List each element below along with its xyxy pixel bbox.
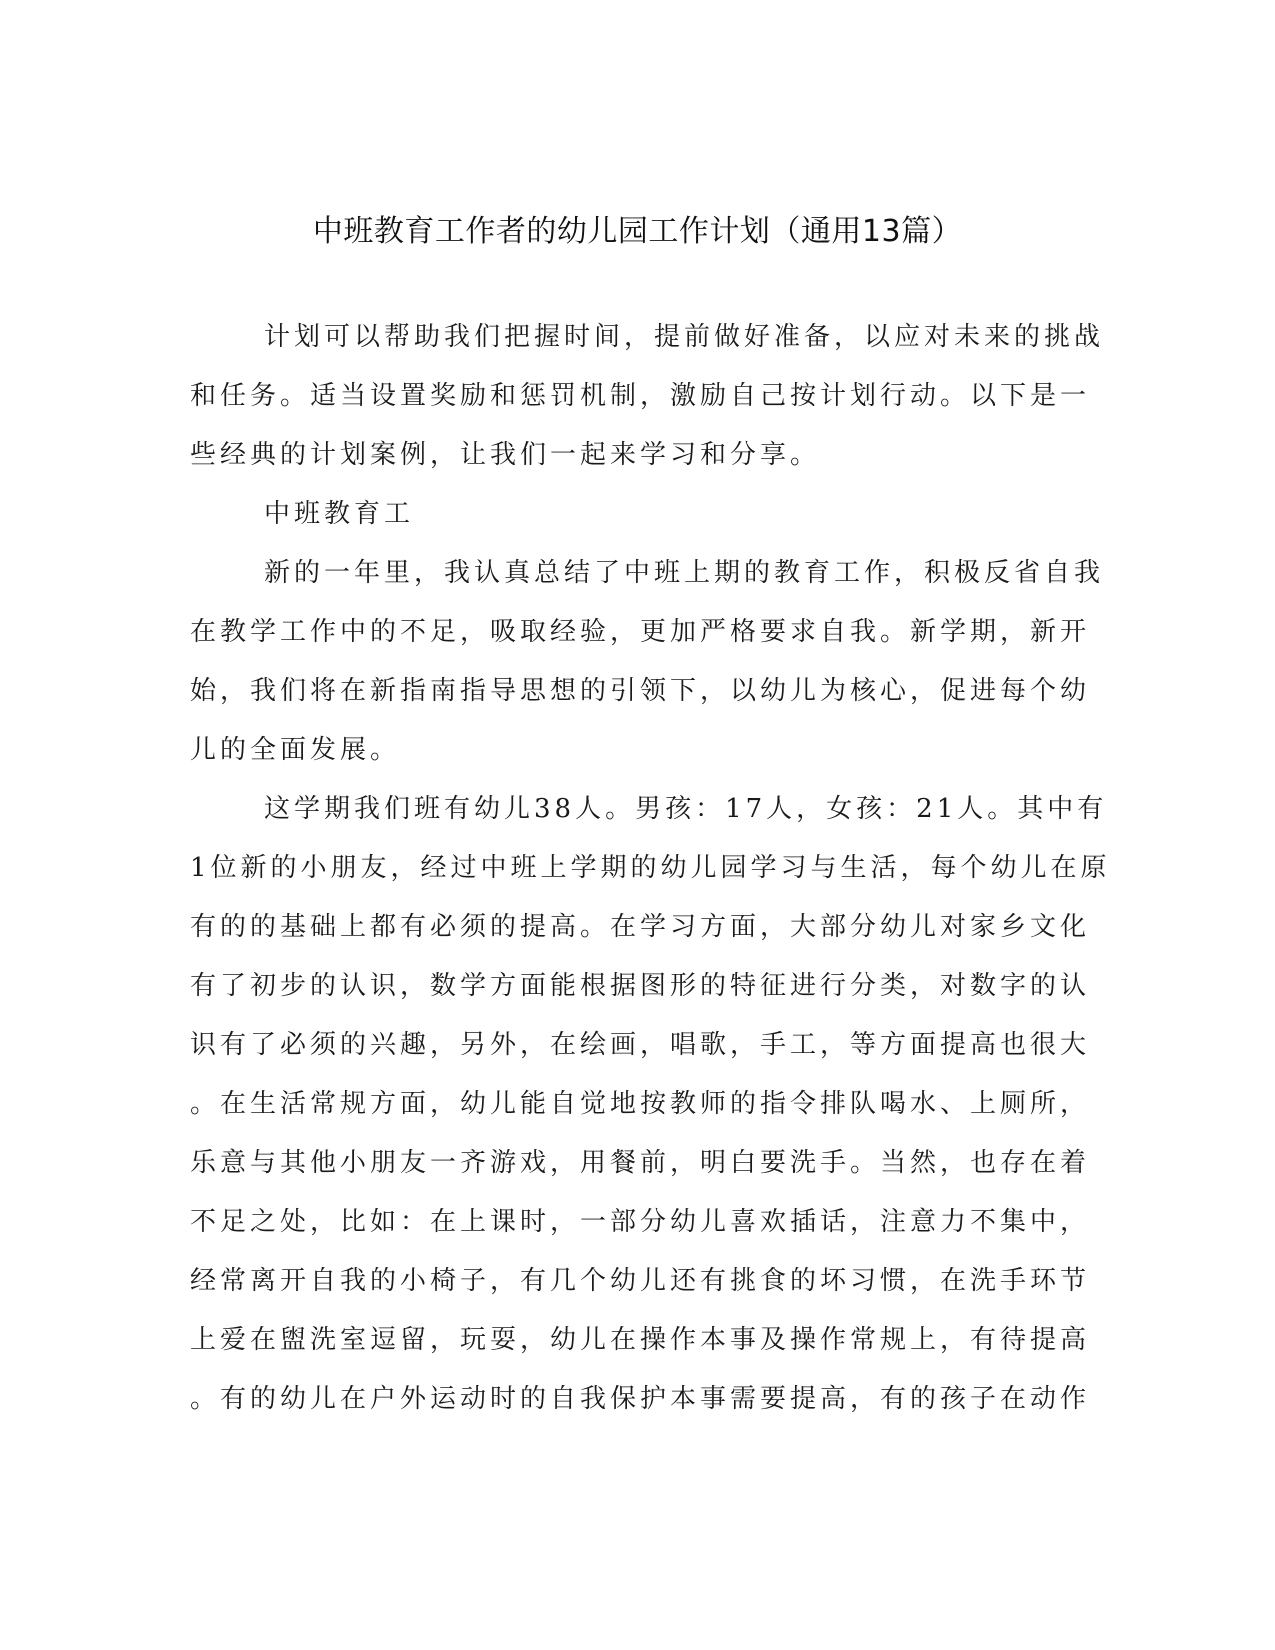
paragraph-line: 这学期我们班有幼儿38人。男孩：17人，女孩：21人。其中有 [264,794,1108,824]
document-title: 中班教育工作者的幼儿园工作计划（通用13篇） [312,214,963,249]
paragraph-line: 。有的幼儿在户外运动时的自我保护本事需要提高，有的孩子在动作 [190,1384,1091,1414]
paragraph-line: 和任务。适当设置奖励和惩罚机制，激励自己按计划行动。以下是一 [190,381,1091,411]
paragraph-line: 识有了必须的兴趣，另外，在绘画，唱歌，手工，等方面提高也很大 [190,1030,1091,1060]
paragraph-line: 有的的基础上都有必须的提高。在学习方面，大部分幼儿对家乡文化 [190,912,1091,942]
paragraph-line: 乐意与其他小朋友一齐游戏，用餐前，明白要洗手。当然，也存在着 [190,1148,1091,1178]
paragraph-line: 上爱在盥洗室逗留，玩耍，幼儿在操作本事及操作常规上，有待提高 [190,1325,1091,1355]
paragraph-line: 。在生活常规方面，幼儿能自觉地按教师的指令排队喝水、上厕所， [190,1089,1091,1119]
paragraph-line: 些经典的计划案例，让我们一起来学习和分享。 [190,440,821,470]
paragraph-line: 始，我们将在新指南指导思想的引领下，以幼儿为核心，促进每个幼 [190,676,1091,706]
paragraph-line: 1位新的小朋友，经过中班上学期的幼儿园学习与生活，每个幼儿在原 [190,853,1111,883]
section-heading: 中班教育工 [264,499,415,529]
paragraph-line: 有了初步的认识，数学方面能根据图形的特征进行分类，对数字的认 [190,971,1091,1001]
paragraph-line: 不足之处，比如：在上课时，一部分幼儿喜欢插话，注意力不集中， [190,1207,1091,1237]
paragraph-line: 计划可以帮助我们把握时间，提前做好准备，以应对未来的挑战 [264,322,1105,352]
paragraph-line: 经常离开自我的小椅子，有几个幼儿还有挑食的坏习惯，在洗手环节 [190,1266,1091,1296]
paragraph-line: 儿的全面发展。 [190,735,401,765]
paragraph-line: 新的一年里，我认真总结了中班上期的教育工作，积极反省自我 [264,558,1105,588]
paragraph-line: 在教学工作中的不足，吸取经验，更加严格要求自我。新学期，新开 [190,617,1091,647]
